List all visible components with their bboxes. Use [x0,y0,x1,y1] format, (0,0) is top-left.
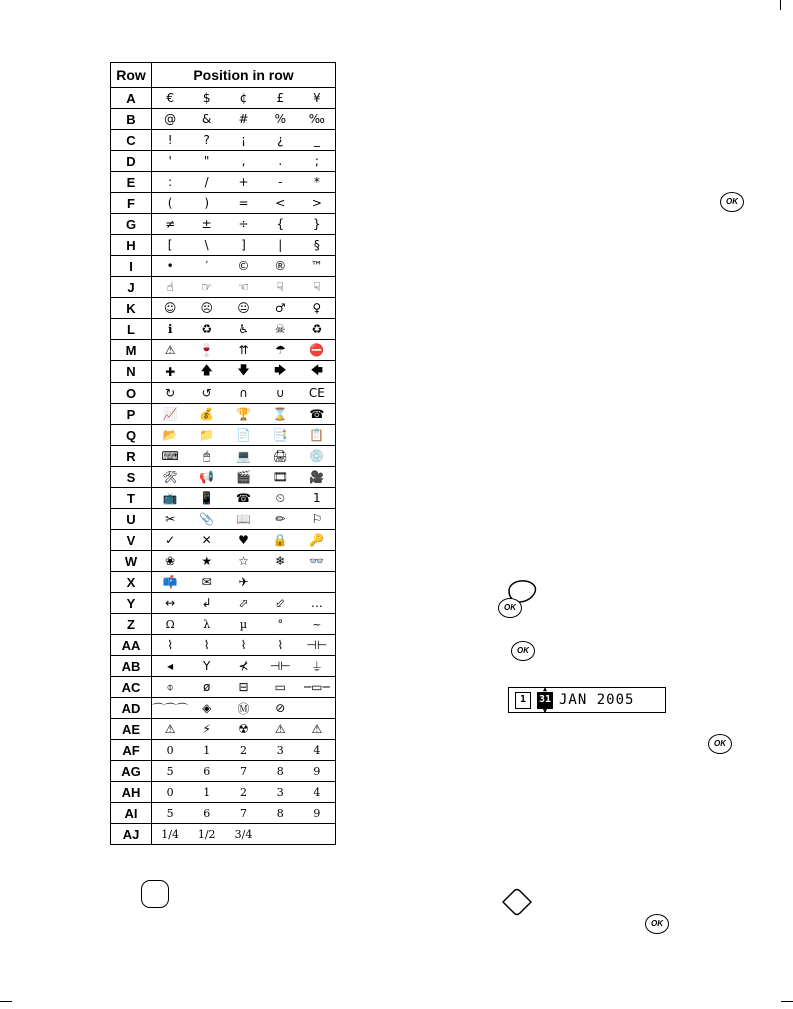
table-row [111,551,336,572]
table-row [111,193,336,214]
symbol-cell: 5 [152,761,189,782]
table-row [111,214,336,235]
symbol-cell: = [225,193,262,214]
symbol-cell: 6 [188,761,225,782]
symbol-cell: 8 [262,803,299,824]
symbol-cell: ⚐ [299,509,336,530]
symbol-cell: % [262,109,299,130]
table-row [111,361,336,383]
table-row [111,740,336,761]
symbol-cell: ⚠ [262,719,299,740]
symbol-cell [299,698,336,719]
symbol-cell: ♿ [225,319,262,340]
symbol-cell: ─▭─ [299,677,336,698]
symbol-cell: 🏆 [225,404,262,425]
table-row [111,614,336,635]
crop-mark-top [780,0,781,10]
symbol-cell: ☎ [225,488,262,509]
row-label: D [111,151,152,172]
symbol-cell: 6 [188,803,225,824]
symbol-cell: ♻ [188,319,225,340]
symbol-cell: @ [152,109,189,130]
symbol-cell: 💻 [225,446,262,467]
symbol-cell: ⚠ [152,719,189,740]
symbol-table [110,62,336,845]
symbol-cell: 7 [225,761,262,782]
table-row [111,698,336,719]
row-label: AG [111,761,152,782]
lcd-date-text: JAN 2005 [559,692,635,708]
symbol-cell: … [299,593,336,614]
table-row [111,782,336,803]
symbol-cell: 4 [299,740,336,761]
row-label: AD [111,698,152,719]
row-label: AB [111,656,152,677]
symbol-cell: CE [299,383,336,404]
row-label: AE [111,719,152,740]
symbol-cell: ☟ [299,277,336,298]
table-row [111,425,336,446]
table-row [111,761,336,782]
row-label: S [111,467,152,488]
symbol-cell: Y [188,656,225,677]
symbol-cell: ) [188,193,225,214]
symbol-cell: ★ [188,551,225,572]
symbol-cell: Ⓜ [225,698,262,719]
row-label: B [111,109,152,130]
symbol-cell: ❄ [262,551,299,572]
symbol-cell: ☺ [152,298,189,319]
row-label: V [111,530,152,551]
symbol-cell: 1 [299,488,336,509]
symbol-cell: 🡄 [299,361,336,383]
symbol-cell: ¿ [262,130,299,151]
symbol-cell: 🡆 [262,361,299,383]
row-label: K [111,298,152,319]
date-adjust-icon: ▲ 31 ▼ [538,684,552,715]
row-label: AJ [111,824,152,845]
symbol-cell: ø [188,677,225,698]
row-label: L [111,319,152,340]
symbol-cell: : [152,172,189,193]
symbol-cell: { [262,214,299,235]
symbol-cell: 🔑 [299,530,336,551]
symbol-cell: / [188,172,225,193]
symbol-cell: ☎ [299,404,336,425]
row-label: H [111,235,152,256]
row-label: J [111,277,152,298]
table-row [111,88,336,109]
symbol-cell: ¢ [225,88,262,109]
symbol-cell: ¡ [225,130,262,151]
ok-key-icon: OK [708,734,732,754]
table-row [111,635,336,656]
symbol-cell: " [188,151,225,172]
down-arrow-icon: ▼ [542,706,548,715]
symbol-cell: 0 [152,782,189,803]
symbol-cell: 9 [299,761,336,782]
symbol-cell: 0 [152,740,189,761]
symbol-cell: ⚠ [299,719,336,740]
symbol-cell [299,824,336,845]
table-row [111,824,336,845]
symbol-cell: 📎 [188,509,225,530]
row-label: Q [111,425,152,446]
symbol-cell: - [262,172,299,193]
symbol-cell: 📁 [188,425,225,446]
table-row [111,572,336,593]
symbol-cell: ⌛ [262,404,299,425]
symbol-cell: < [262,193,299,214]
row-label: U [111,509,152,530]
ok-key-icon: OK [720,192,744,212]
symbol-cell: 3 [262,740,299,761]
symbol-cell: ☟ [262,277,299,298]
symbol-cell: . [262,151,299,172]
symbol-cell: * [299,172,336,193]
table-row [111,509,336,530]
row-label: T [111,488,152,509]
row-label: R [111,446,152,467]
table-row [111,277,336,298]
row-label: Z [111,614,152,635]
symbol-cell: 📑 [262,425,299,446]
symbol-cell: ♥ [225,530,262,551]
calendar-icon: 1 [515,692,531,709]
symbol-cell: ↲ [188,593,225,614]
symbol-cell: © [225,256,262,277]
symbol-cell: 2 [225,782,262,803]
symbol-cell: ⊘ [262,698,299,719]
table-row [111,172,336,193]
table-row [111,404,336,425]
table-row [111,319,336,340]
symbol-cell: ® [262,256,299,277]
symbol-cell: 📈 [152,404,189,425]
symbol-cell: ▭ [262,677,299,698]
table-row [111,109,336,130]
symbol-cell: 🛠 [152,467,189,488]
symbol-cell: 🡅 [188,361,225,383]
symbol-cell: ± [188,214,225,235]
symbol-cell: 3 [262,782,299,803]
symbol-cell: 7 [225,803,262,824]
symbol-cell: ⊟ [225,677,262,698]
symbol-cell: ' [152,151,189,172]
symbol-cell: ? [188,130,225,151]
symbol-cell: , [225,151,262,172]
symbol-cell: ⌇ [188,635,225,656]
symbol-cell: 📂 [152,425,189,446]
table-row [111,593,336,614]
row-label: AI [111,803,152,824]
symbol-cell: 📱 [188,488,225,509]
symbol-cell: £ [262,88,299,109]
symbol-cell: 📄 [225,425,262,446]
symbol-cell: ] [225,235,262,256]
symbol-cell: ; [299,151,336,172]
symbol-cell: ÷ [225,214,262,235]
symbol-cell: ↺ [188,383,225,404]
symbol-cell: • [152,256,189,277]
symbol-cell: + [225,172,262,193]
row-label: C [111,130,152,151]
symbol-cell: ♀ [299,298,336,319]
symbol-cell: 👓 [299,551,336,572]
symbol-cell: ⏲ [262,488,299,509]
symbol-cell: ℹ [152,319,189,340]
table-row [111,677,336,698]
symbol-cell: ⌽ [152,677,189,698]
symbol-cell: ✓ [152,530,189,551]
symbol-cell: 🡇 [225,361,262,383]
symbol-cell: ∩ [225,383,262,404]
navigation-key-icon [500,888,534,916]
ok-key-icon: OK [511,641,535,661]
symbol-cell: 🎞 [262,467,299,488]
symbol-cell: ⚠ [152,340,189,361]
symbol-cell: 🍷 [188,340,225,361]
symbol-cell: _ [299,130,336,151]
row-label: I [111,256,152,277]
symbol-cell: ☆ [225,551,262,572]
table-row [111,656,336,677]
symbol-cell: $ [188,88,225,109]
table-row [111,383,336,404]
table-row [111,256,336,277]
symbol-cell: ¥ [299,88,336,109]
row-label: W [111,551,152,572]
symbol-cell: ⏚ [299,656,336,677]
symbol-cell: ☠ [262,319,299,340]
row-label: AA [111,635,152,656]
table-row [111,130,336,151]
symbol-cell: ⬃ [262,593,299,614]
symbol-cell: ‰ [299,109,336,130]
symbol-cell: ⊣⊢ [299,635,336,656]
row-label: AH [111,782,152,803]
row-label: E [111,172,152,193]
symbol-cell: 2 [225,740,262,761]
symbol-cell: ⊀ [225,656,262,677]
row-label: X [111,572,152,593]
symbol-cell: # [225,109,262,130]
symbol-cell: ! [152,130,189,151]
symbol-cell: ⌒⌒⌒ [152,698,189,719]
symbol-cell: \ [188,235,225,256]
symbol-cell: ☜ [225,277,262,298]
row-label: A [111,88,152,109]
up-arrow-icon: ▲ [542,684,548,693]
table-row [111,803,336,824]
symbol-cell: > [299,193,336,214]
symbol-cell: ™ [299,256,336,277]
symbol-cell: ✈ [225,572,262,593]
symbol-cell: ✕ [188,530,225,551]
symbol-cell: § [299,235,336,256]
symbol-cell: & [188,109,225,130]
symbol-cell: | [262,235,299,256]
symbol-cell: ♻ [299,319,336,340]
symbol-cell: ☝ [152,277,189,298]
symbol-cell [262,824,299,845]
symbol-cell: λ [188,614,225,635]
symbol-cell: 📺 [152,488,189,509]
symbol-cell: 9 [299,803,336,824]
symbol-cell: 3/4 [225,824,262,845]
row-label: AF [111,740,152,761]
symbol-cell: 🔒 [262,530,299,551]
crop-mark-bottom-left [0,1001,12,1002]
symbol-cell: € [152,88,189,109]
symbol-cell: ↔ [152,593,189,614]
symbol-cell: ☢ [225,719,262,740]
row-label: O [111,383,152,404]
symbol-cell: ′ [188,256,225,277]
symbol-cell: 5 [152,803,189,824]
symbol-cell: ⊣⊢ [262,656,299,677]
symbol-cell: ✉ [188,572,225,593]
lcd-display [508,684,666,715]
symbol-cell: µ [225,614,262,635]
ok-key-icon: OK [498,598,522,618]
symbol-cell: ☞ [188,277,225,298]
row-label: N [111,361,152,383]
table-row [111,235,336,256]
table-row [111,467,336,488]
table-row [111,151,336,172]
symbol-cell: ⌨ [152,446,189,467]
symbol-cell: ❀ [152,551,189,572]
table-header [111,63,336,88]
symbol-cell: ≠ [152,214,189,235]
symbol-cell: ☹ [188,298,225,319]
symbol-cell: } [299,214,336,235]
table-row [111,340,336,361]
crop-mark-bottom-right [781,1001,793,1002]
symbol-cell: 📫 [152,572,189,593]
symbol-cell: 1/4 [152,824,189,845]
header-row: Row [111,63,152,88]
symbol-cell: Ω [152,614,189,635]
symbol-cell: ☂ [262,340,299,361]
table-row [111,446,336,467]
symbol-cell: 📢 [188,467,225,488]
symbol-cell: 1/2 [188,824,225,845]
symbol-cell [262,572,299,593]
symbol-cell: ◈ [188,698,225,719]
function-key-icon [141,880,169,908]
symbol-cell: ♂ [262,298,299,319]
header-position: Position in row [152,63,336,88]
row-label: P [111,404,152,425]
ok-key-icon: OK [645,914,669,934]
symbol-cell: ✏ [262,509,299,530]
symbol-cell: 😐 [225,298,262,319]
row-label: G [111,214,152,235]
symbol-cell: ⌇ [262,635,299,656]
symbol-cell: ( [152,193,189,214]
symbol-cell: ⌇ [152,635,189,656]
symbol-cell: ✂ [152,509,189,530]
symbol-cell: 💰 [188,404,225,425]
symbol-cell: [ [152,235,189,256]
symbol-cell: ◂ [152,656,189,677]
symbol-cell: 📖 [225,509,262,530]
symbol-cell: 🖱 [188,446,225,467]
symbol-cell: ⚡ [188,719,225,740]
symbol-cell: ° [262,614,299,635]
symbol-cell: 🎬 [225,467,262,488]
symbol-cell: ⌇ [225,635,262,656]
row-label: M [111,340,152,361]
table-row [111,298,336,319]
symbol-cell: ⬀ [225,593,262,614]
table-row [111,488,336,509]
symbol-cell: ✚ [152,361,189,383]
symbol-cell: ↻ [152,383,189,404]
row-label: F [111,193,152,214]
symbol-cell: 🖨 [262,446,299,467]
symbol-cell: 1 [188,782,225,803]
symbol-cell: 📋 [299,425,336,446]
symbol-cell [299,572,336,593]
symbol-cell: 💿 [299,446,336,467]
symbol-cell: ~ [299,614,336,635]
symbol-cell: ⇈ [225,340,262,361]
symbol-cell: ∪ [262,383,299,404]
symbol-cell: 🎥 [299,467,336,488]
row-label: Y [111,593,152,614]
table-body [111,88,336,845]
symbol-cell: 1 [188,740,225,761]
table-row [111,719,336,740]
symbol-cell: 4 [299,782,336,803]
table-row [111,530,336,551]
row-label: AC [111,677,152,698]
symbol-cell: ⛔ [299,340,336,361]
symbol-cell: 8 [262,761,299,782]
